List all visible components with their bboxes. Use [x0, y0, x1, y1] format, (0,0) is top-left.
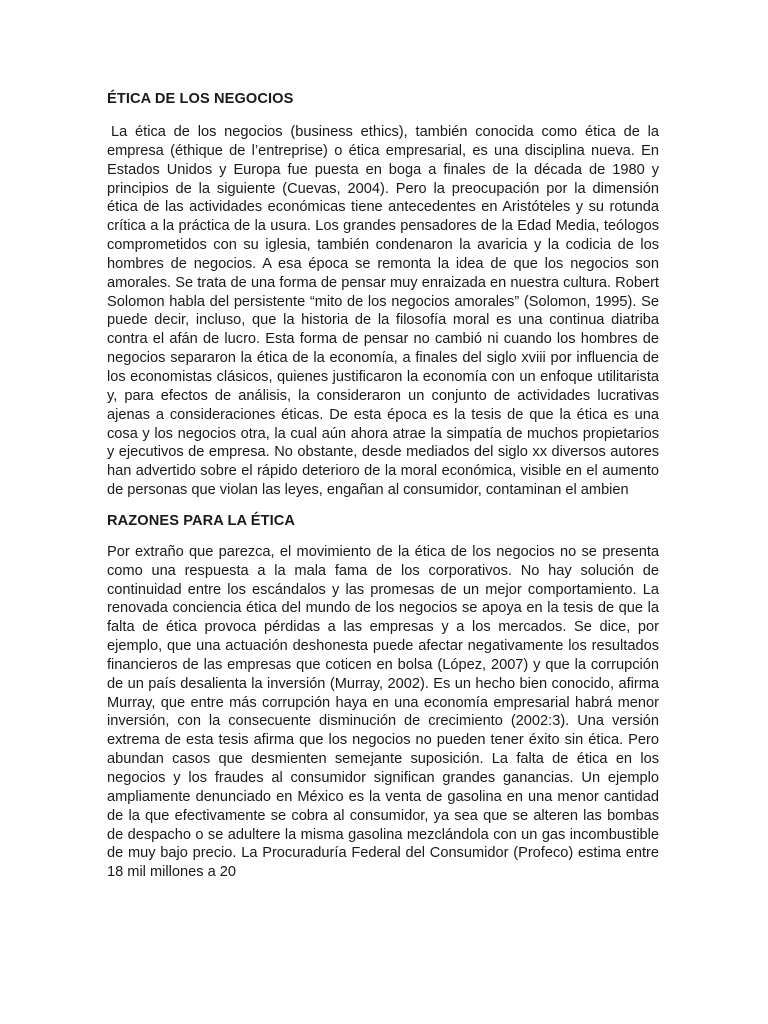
document-page [107, 90, 659, 882]
section-razones-etica [107, 512, 659, 882]
section-heading: ÉTICA DE LOS NEGOCIOS [107, 91, 294, 107]
section-heading: RAZONES PARA LA ÉTICA [107, 512, 296, 529]
section-paragraph: La ética de los negocios (business ethics), también conocida como ética de la empresa (éthique de l’entreprise) o ética empresarial, es una disciplina nueva. En Estados Unidos y Europa fue puesta en boga a finales de la década de 1980 y principios de la siguiente (Cuevas, 2004). Pero la preocupación por la dimensión ética de las actividades económicas tiene antecedentes en Aristóteles y su rotunda crítica a la práctica de la usura. Los grandes pensadores de la Edad Media, teólogos comprometidos con su iglesia, también condenaron la avaricia y la codicia de los hombres de negocios. A esa época se remonta la idea de que los negocios son amorales. Se trata de una forma de pensar muy enraizada en nuestra cultura. Robert Solomon habla del persistente “mito de los negocios amorales” (Solomon, 1995). Se puede decir, incluso, que la historia de la filosofía moral es una continua diatriba contra el afán de lucro. Esta forma de pensar no cambió ni cuando los hombres de negocios separaron la ética de la economía, a finales del siglo xviii por influencia de los economistas clásicos, quienes justificaron la economía con un enfoque utilitarista y, para efectos de análisis, la consideraron un conjunto de actividades lucrativas ajenas a consideraciones éticas. De esta época es la tesis de que la ética es una cosa y los negocios otra, la cual aún ahora atrae la simpatía de muchos propietarios y ejecutivos de empresa. No obstante, desde mediados del siglo xx diversos autores han advertido sobre el rápido deterioro de la moral económica, visible en el aumento de personas que violan las leyes, engañan al consumidor, contaminan el ambien [107, 124, 659, 499]
section-etica-negocios [107, 90, 659, 500]
section-paragraph: Por extraño que parezca, el movimiento de la ética de los negocios no se presenta como una respuesta a la mala fama de los corporativos. No hay solución de continuidad entre los escándalos y las promesas de un mejor comportamiento. La renovada conciencia ética del mundo de los negocios se apoya en la tesis de que la falta de ética provoca pérdidas a las empresas y a los mercados. Se dice, por ejemplo, que una actuación deshonesta puede afectar negativamente los resultados financieros de las empresas que coticen en bolsa (López, 2007) y que la corrupción de un país desalienta la inversión (Murray, 2002). Es un hecho bien conocido, afirma Murray, que entre más corrupción haya en una economía empresarial habrá menor inversión, con la consecuente disminución de crecimiento (2002:3). Una versión extrema de esta tesis afirma que los negocios no pueden tener éxito sin ética. Pero abundan casos que desmienten semejante suposición. La falta de ética en los negocios y los fraudes al consumidor significan grandes ganancias. Un ejemplo ampliamente denunciado en México es la venta de gasolina en una menor cantidad de la que efectivamente se cobra al consumidor, ya sea que se alteren las bombas de despacho o se adultere la misma gasolina mezclándola con un gas incombustible de muy bajo precio. La Procuraduría Federal del Consumidor (Profeco) estima entre 18 mil millones a 20 [107, 543, 659, 881]
